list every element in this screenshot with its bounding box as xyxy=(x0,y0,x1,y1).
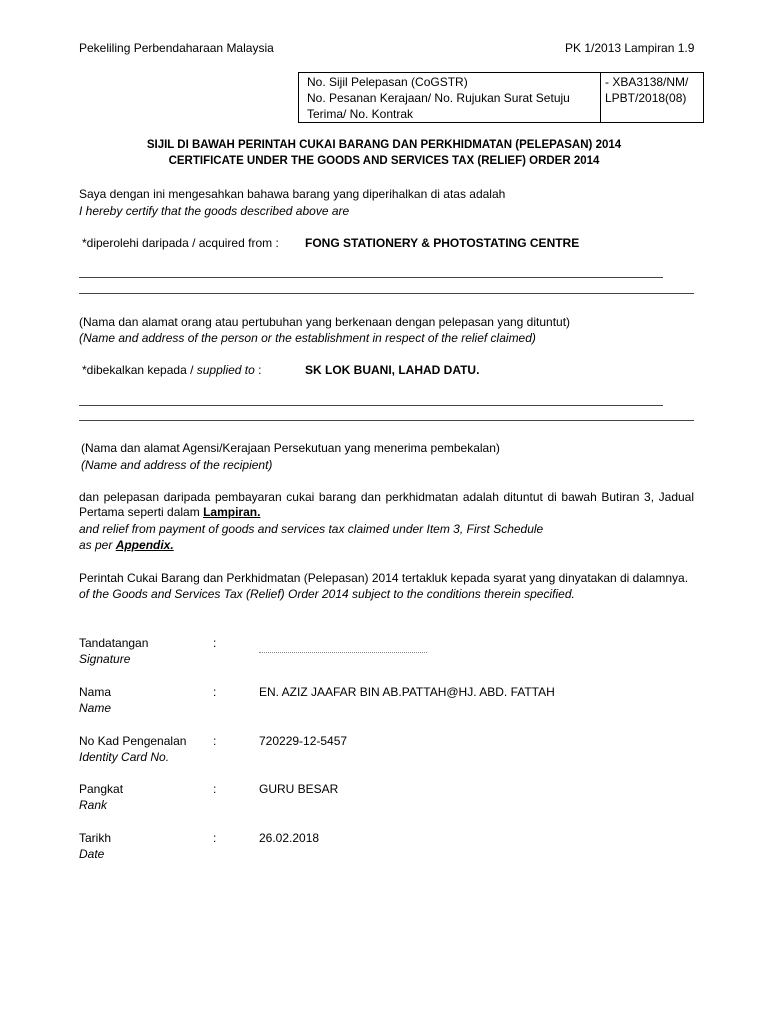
lampiran-reference: Lampiran. xyxy=(203,505,261,519)
date-label-english: Date xyxy=(79,847,105,861)
blank-line-4 xyxy=(79,420,694,421)
name-label-english: Name xyxy=(79,701,112,715)
certify-malay: Saya dengan ini mengesahkan bahawa barang yang diperihalkan di atas adalah xyxy=(79,187,506,201)
date-value: 26.02.2018 xyxy=(259,831,320,845)
order-malay: Perintah Cukai Barang dan Perkhidmatan (Pelepasan) 2014 tertakluk kepada syarat yang dinyatakan di dalamnya. xyxy=(79,571,689,585)
header-left: Pekeliling Perbendaharaan Malaysia xyxy=(79,41,274,55)
signature-line xyxy=(259,652,427,653)
supplied-to-colon: : xyxy=(254,363,262,377)
acquired-from-label: *diperolehi daripada / acquired from : xyxy=(82,236,279,250)
relief-malay-line-1: dan pelepasan daripada pembayaran cukai barang dan perkhidmatan adalah dituntut di bawah Butiran 3, Jadual xyxy=(79,490,694,504)
reference-box-values xyxy=(605,74,688,106)
rank-label-malay: Pangkat xyxy=(79,782,124,796)
blank-line-1 xyxy=(79,277,663,278)
supplied-to-label-english: supplied to xyxy=(196,363,255,377)
relief-english-line-2 xyxy=(79,538,174,552)
signature-label-malay: Tandatangan xyxy=(79,636,149,650)
rank-label-english: Rank xyxy=(79,798,108,812)
ref-label-line-2: No. Pesanan Kerajaan/ No. Rujukan Surat Setuju xyxy=(307,91,570,105)
date-colon: : xyxy=(213,831,217,845)
relief-english-prefix: as per xyxy=(79,538,116,552)
ic-colon: : xyxy=(213,734,217,748)
certify-english: I hereby certify that the goods described above are xyxy=(79,204,350,218)
date-label-malay: Tarikh xyxy=(79,831,112,845)
signature-label-english: Signature xyxy=(79,652,131,666)
signature-label xyxy=(79,635,148,667)
name-label-malay: Nama xyxy=(79,685,112,699)
header-right: PK 1/2013 Lampiran 1.9 xyxy=(565,41,695,55)
acquired-from-value: FONG STATIONERY & PHOTOSTATING CENTRE xyxy=(305,236,580,250)
title-english: CERTIFICATE UNDER THE GOODS AND SERVICES TAX (RELIEF) ORDER 2014 xyxy=(168,155,600,167)
ref-value-line-2: LPBT/2018(08) xyxy=(605,91,687,105)
relief-malay-prefix: Pertama seperti dalam xyxy=(79,505,204,519)
supplier-note-english: (Name and address of the person or the establishment in respect of the relief claimed) xyxy=(79,331,536,345)
reference-box xyxy=(298,72,704,123)
supplier-note-malay: (Nama dan alamat orang atau pertubuhan yang berkenaan dengan pelepasan yang dituntut) xyxy=(79,315,571,329)
recipient-note-malay: (Nama dan alamat Agensi/Kerajaan Persekutuan yang menerima pembekalan) xyxy=(81,441,500,455)
recipient-note-english: (Name and address of the recipient) xyxy=(81,458,273,472)
order-english: of the Goods and Services Tax (Relief) Order 2014 subject to the conditions therein specified. xyxy=(79,587,575,601)
ic-label-malay: No Kad Pengenalan xyxy=(79,734,187,748)
ref-label-line-3: Terima/ No. Kontrak xyxy=(307,107,414,121)
rank-colon: : xyxy=(213,782,217,796)
blank-line-3 xyxy=(79,405,663,406)
supplied-to-value: SK LOK BUANI, LAHAD DATU. xyxy=(305,363,480,377)
rank-value: GURU BESAR xyxy=(259,782,339,796)
signature-colon: : xyxy=(213,636,217,650)
ic-label-english: Identity Card No. xyxy=(79,750,170,764)
rank-label xyxy=(79,781,123,813)
relief-malay-line-2 xyxy=(79,505,260,519)
blank-line-2 xyxy=(79,293,694,294)
appendix-reference: Appendix. xyxy=(115,538,174,552)
ic-value: 720229-12-5457 xyxy=(259,734,348,748)
name-label xyxy=(79,684,111,716)
relief-english-line-1: and relief from payment of goods and services tax claimed under Item 3, First Schedule xyxy=(79,522,544,536)
date-label xyxy=(79,830,111,862)
reference-box-labels xyxy=(307,74,570,122)
ref-value-line-1: - XBA3138/NM/ xyxy=(605,75,689,89)
title-malay: SIJIL DI BAWAH PERINTAH CUKAI BARANG DAN PERKHIDMATAN (PELEPASAN) 2014 xyxy=(146,139,622,151)
reference-box-divider xyxy=(600,73,601,122)
supplied-to-label xyxy=(82,363,261,377)
ic-label xyxy=(79,733,186,765)
name-value: EN. AZIZ JAAFAR BIN AB.PATTAH@HJ. ABD. FATTAH xyxy=(259,685,555,699)
ref-label-line-1: No. Sijil Pelepasan (CoGSTR) xyxy=(307,75,468,89)
name-colon: : xyxy=(213,685,217,699)
supplied-to-label-malay: *dibekalkan kepada / xyxy=(82,363,197,377)
